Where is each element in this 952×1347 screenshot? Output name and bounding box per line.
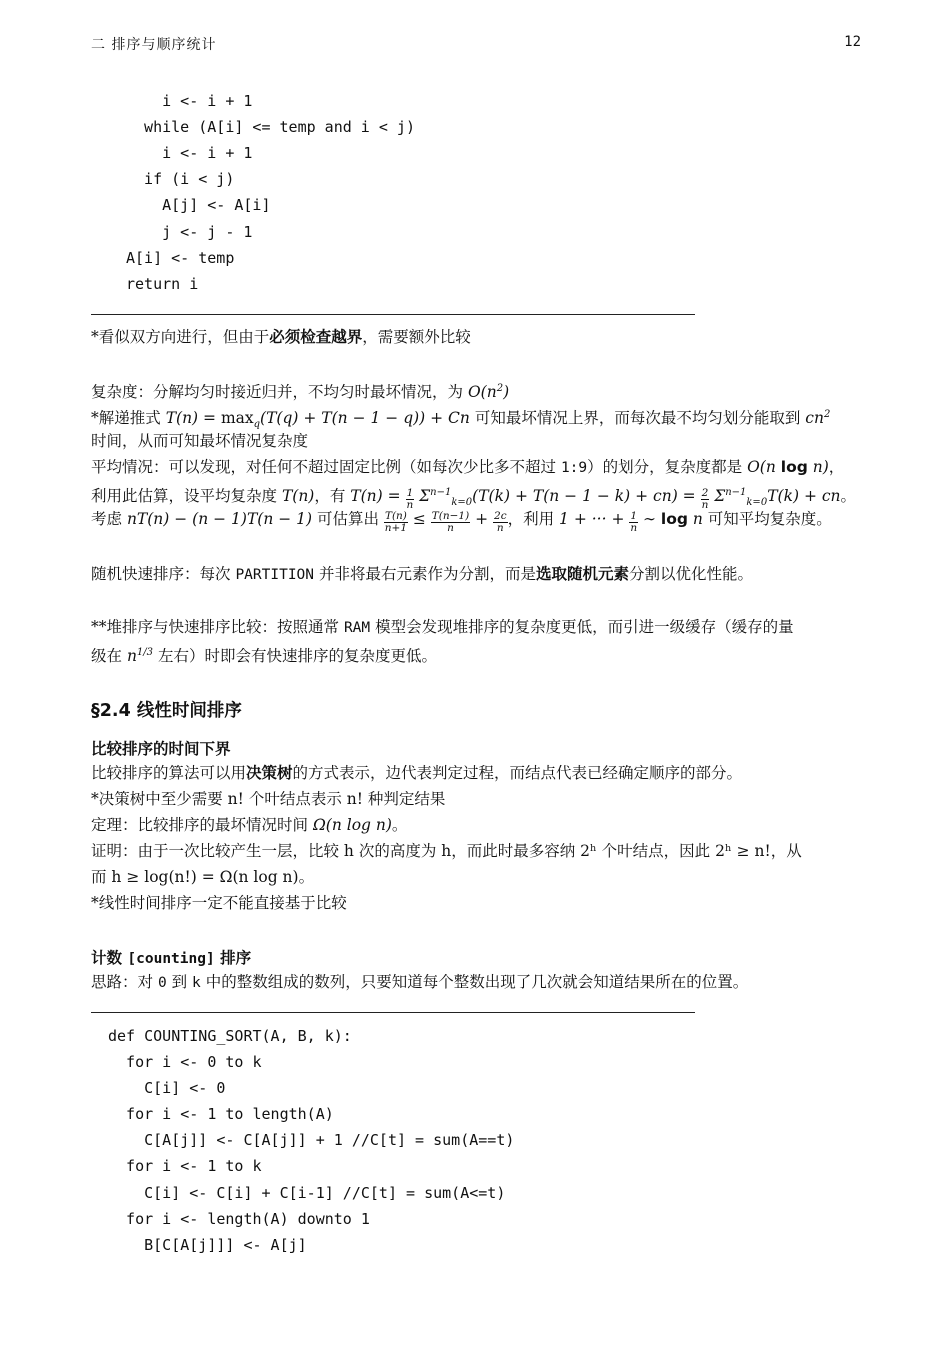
text: *解递推式 [91, 409, 166, 428]
text: 时间，从而可知最坏情况复杂度 [91, 432, 309, 450]
code-line: while (A[i] <= temp and i < j) [126, 118, 415, 136]
code-line: return i [126, 275, 199, 293]
code-line: C[A[j]] <- C[A[j]] + 1 //C[t] = sum(A==t) [108, 1131, 515, 1149]
math-harmonic: 1 + ··· + $\frac{1}{n}$ ∼ log n [559, 510, 703, 534]
counting-idea [91, 969, 863, 995]
code-rule [91, 1012, 695, 1013]
lower-bound-paragraph [91, 760, 863, 916]
page-header [91, 34, 861, 56]
math-worst-case: $O(n^2)$ [467, 383, 510, 402]
text: 级在 [91, 647, 127, 666]
section-heading: §2.4 线性时间排序 [91, 701, 242, 721]
chapter-title: 二 排序与顺序统计 [91, 37, 217, 53]
bold-text: 选取随机元素 [535, 565, 629, 583]
text: 而 h ≥ log(n!) = Ω(n log n)。 [91, 868, 315, 886]
text: 利用此估算，设平均复杂度 [91, 487, 282, 506]
text: *线性时间排序一定不能直接基于比较 [91, 894, 347, 912]
text: 的方式表示，边代表判定过程，而结点代表已经确定顺序的部分。 [292, 764, 743, 782]
page-number: 12 [844, 34, 861, 50]
bold-text: 决策树 [246, 764, 293, 782]
text: 复杂度：分解均匀时接近归并，不均匀时最坏情况，为 [91, 383, 468, 402]
text: 比较排序的算法可以用 [91, 764, 247, 782]
subheading-lower-bound: 比较排序的时间下界 [91, 740, 231, 758]
text: 可估算出 [312, 510, 384, 528]
text: *决策树中至少需要 n! 个叶结点表示 n! 种判定结果 [91, 790, 446, 808]
math-recurrence: $T(n) = \max_q(T(q) + T(n - 1 - q)) + Cn$ [165, 409, 470, 431]
text: ）的划分，复杂度都是 [587, 458, 748, 476]
subheading-counting-sort [91, 946, 251, 968]
text: 分割以优化性能。 [628, 565, 753, 583]
math-average-recurrence: T(n) = $\frac{1}{n}$ $\Sigma^{n-1}_{k=0}(T(k) + T(n - 1 - k) + cn)$ = $\frac{2}{n}$ $\Sigma^{n-1}_{k=0}T(k)$ + cn [350, 487, 841, 512]
code-line: A[i] <- temp [126, 249, 235, 267]
text: 中的整数组成的数列，只要知道每个整数出现了几次就会知道结果所在的位置。 [200, 973, 749, 991]
code-line: def COUNTING_SORT(A, B, k): [108, 1027, 352, 1045]
text: ，有 [314, 487, 351, 506]
text: ，利用 [507, 510, 560, 528]
heap-vs-quick-note [91, 614, 863, 666]
keyword: PARTITION [235, 567, 315, 583]
math-tn: T(n) [281, 487, 315, 506]
randomized-quicksort [91, 561, 863, 587]
text: 可知最坏情况上界，而每次最不均匀划分能取到 [469, 409, 806, 428]
text: ， [828, 458, 845, 476]
code-line: C[i] <- C[i] + C[i-1] //C[t] = sum(A<=t) [108, 1184, 506, 1202]
keyword: RAM [343, 620, 371, 636]
code-line: for i <- 1 to k [108, 1157, 262, 1175]
text: **堆排序与快速排序比较：按照通常 [91, 618, 344, 636]
code-line: i <- i + 1 [126, 144, 253, 162]
keyword: [counting] [127, 951, 215, 967]
math-expression: nT(n) − (n − 1)T(n − 1) [126, 510, 313, 528]
text: 左右）时即会有快速排序的复杂度更低。 [153, 647, 437, 666]
text: 模型会发现堆排序的复杂度更低，而引进一级缓存（缓存的量 [370, 618, 794, 636]
code-line: for i <- 1 to length(A) [108, 1105, 334, 1123]
note-bold: 必须检查越界 [269, 328, 363, 346]
note-bounds-check [91, 324, 863, 350]
math-bound: Ω(n log n) [312, 816, 392, 834]
text: 定理：比较排序的最坏情况时间 [91, 816, 313, 834]
text: 并非将最右元素作为分割，而是 [314, 565, 536, 583]
mono-value: 0 [157, 975, 167, 991]
code-line: j <- j - 1 [126, 223, 253, 241]
code-block-partition [0, 0, 952, 293]
note-text: ，需要额外比较 [362, 328, 471, 346]
text: 可知平均复杂度。 [702, 510, 832, 528]
code-line: A[j] <- A[i] [126, 196, 271, 214]
text: 到 [166, 973, 193, 991]
text: 思路：对 [91, 973, 158, 991]
math-nlogn: O(n log n) [747, 458, 829, 476]
ratio: 1:9 [560, 460, 588, 476]
math-inequality: $\frac{T(n)}{n+1}$ ≤ $\frac{T(n-1)}{n}$ + $\frac{2c}{n}$ [384, 510, 507, 534]
code-line: i <- i + 1 [126, 92, 253, 110]
code-line: C[i] <- 0 [108, 1079, 226, 1097]
text: 计数 [91, 949, 128, 967]
code-rule [91, 314, 695, 315]
text: 排序 [214, 949, 252, 967]
math-cache: $n^{1/3}$ [126, 647, 154, 666]
text: 。 [840, 487, 857, 506]
code-line: B[C[A[j]]] <- A[j] [108, 1236, 307, 1254]
note-text: *看似双方向进行，但由于 [91, 328, 270, 346]
text: 随机快速排序：每次 [91, 565, 236, 583]
math-cn2: $cn^2$ [805, 409, 831, 428]
text: 平均情况：可以发现，对任何不超过固定比例（如每次少比多不超过 [91, 458, 561, 476]
complexity-paragraph [91, 376, 863, 532]
text: 考虑 [91, 510, 127, 528]
code-line: for i <- length(A) downto 1 [108, 1210, 370, 1228]
mono-value: k [192, 975, 201, 991]
code-line: for i <- 0 to k [108, 1053, 262, 1071]
code-line: if (i < j) [126, 170, 235, 188]
text: 。 [391, 816, 408, 834]
text: 证明：由于一次比较产生一层，比较 h 次的高度为 h，而此时最多容纳 2ʰ 个叶结点，因此 2ʰ ≥ n!，从 [91, 842, 802, 860]
